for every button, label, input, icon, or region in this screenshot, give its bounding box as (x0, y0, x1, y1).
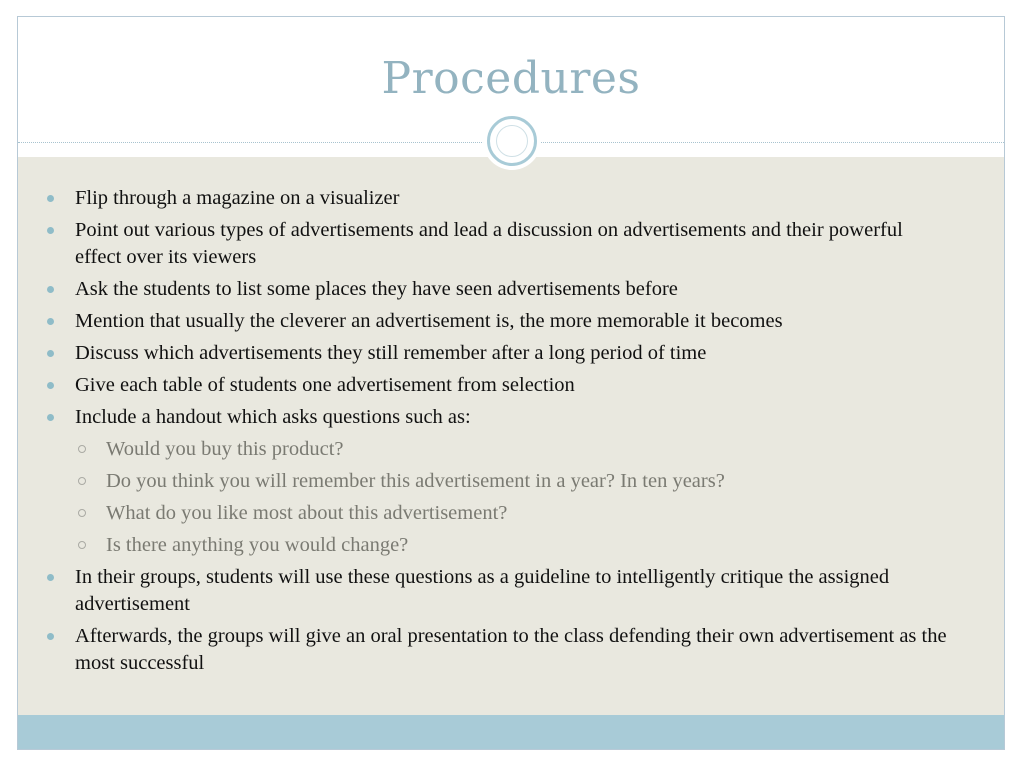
sub-list-item-text: Is there anything you would change? (106, 534, 409, 556)
list-item-text: Mention that usually the cleverer an advertisement is, the more memorable it becomes (75, 310, 783, 332)
list-item (18, 217, 1004, 271)
bullet-ring-icon (78, 509, 86, 517)
bullet-dot-icon (47, 286, 54, 293)
sub-list-item (18, 532, 1004, 559)
list-item-text: Flip through a magazine on a visualizer (75, 187, 400, 209)
list-item (18, 623, 1004, 677)
list-item (18, 564, 1004, 618)
bullet-dot-icon (47, 318, 54, 325)
bullet-dot-icon (47, 574, 54, 581)
bottom-accent-band (18, 715, 1004, 750)
bullet-list (18, 185, 1004, 682)
sub-list-item-text: What do you like most about this advertisement? (106, 502, 508, 524)
bullet-ring-icon (78, 445, 86, 453)
list-item-text: Include a handout which asks questions such as: (75, 406, 471, 428)
list-item-text: Ask the students to list some places they have seen advertisements before (75, 278, 678, 300)
list-item-text: Point out various types of advertisements and lead a discussion on advertisements and their powerful effect over its viewers (75, 219, 903, 268)
list-item-text: Give each table of students one advertisement from selection (75, 374, 575, 396)
list-item (18, 308, 1004, 335)
list-item (18, 340, 1004, 367)
list-item (18, 404, 1004, 431)
bullet-dot-icon (47, 227, 54, 234)
bullet-dot-icon (47, 414, 54, 421)
list-item (18, 185, 1004, 212)
sub-list-item-text: Would you buy this product? (106, 438, 344, 460)
list-item-text: In their groups, students will use these questions as a guideline to intelligently critique the assigned advertisement (75, 566, 890, 615)
bullet-ring-icon (78, 477, 86, 485)
list-item (18, 276, 1004, 303)
bullet-dot-icon (47, 633, 54, 640)
bullet-dot-icon (47, 382, 54, 389)
sub-list-item (18, 500, 1004, 527)
sub-list-item (18, 468, 1004, 495)
bullet-dot-icon (47, 195, 54, 202)
sub-list-item (18, 436, 1004, 463)
slide (17, 16, 1005, 750)
list-item-text: Discuss which advertisements they still remember after a long period of time (75, 342, 707, 364)
bullet-dot-icon (47, 350, 54, 357)
sub-list-item-text: Do you think you will remember this advertisement in a year? In ten years? (106, 470, 725, 492)
list-item-text: Afterwards, the groups will give an oral presentation to the class defending their own advertisement as the most successful (75, 625, 947, 674)
slide-title: Procedures (381, 53, 641, 104)
bullet-ring-icon (78, 541, 86, 549)
list-item (18, 372, 1004, 399)
circle-ornament-icon (483, 112, 541, 170)
